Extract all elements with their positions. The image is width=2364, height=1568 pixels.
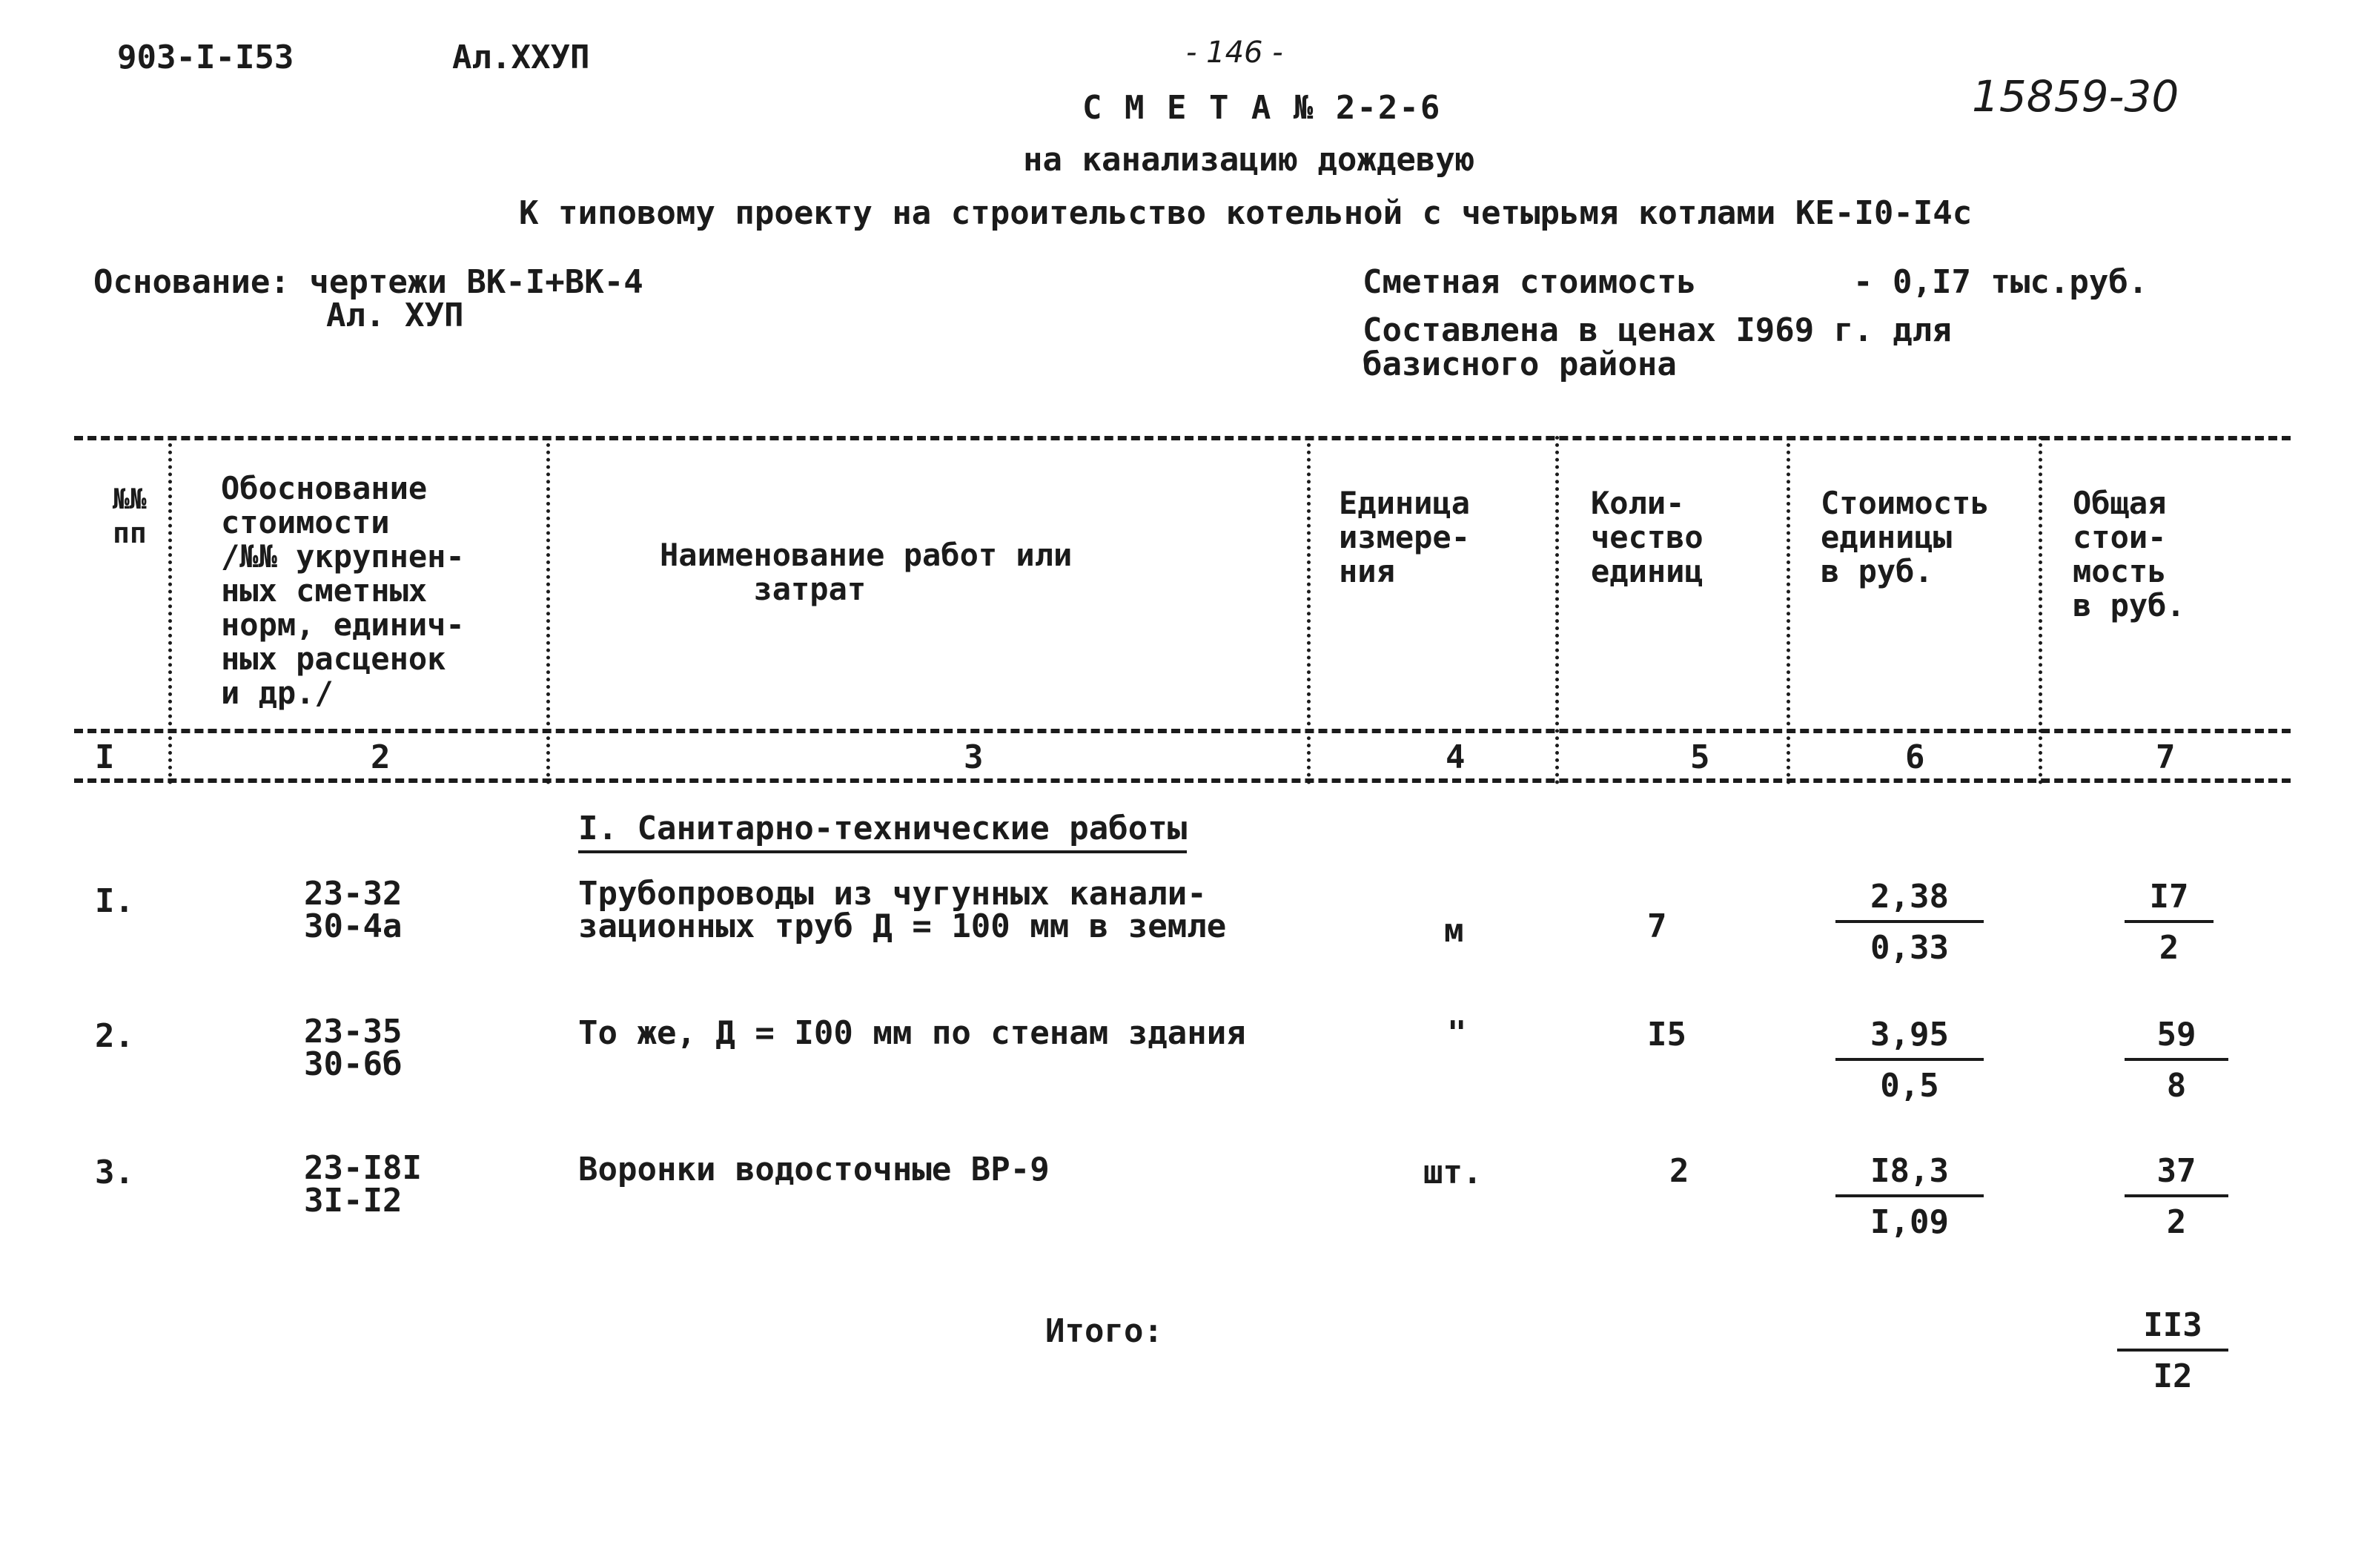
table-header-rule xyxy=(74,729,2291,733)
document-title: С М Е Т А № 2-2-6 xyxy=(1082,89,1442,127)
column-header-1: №№ пп xyxy=(113,483,147,549)
row-3-unit-cost xyxy=(1835,1152,1984,1241)
row-2-name: То же, Д = I00 мм по стенам здания xyxy=(578,1014,1246,1052)
row-1-total xyxy=(2125,878,2214,967)
row-3-name: Воронки водосточные ВР-9 xyxy=(578,1151,1050,1188)
album-label: Ал.ХХУП xyxy=(452,39,590,76)
table-numbers-rule xyxy=(74,778,2291,783)
column-header-3: Наименование работ или затрат xyxy=(660,537,1073,607)
column-header-7: Общая стои- мость в руб. xyxy=(2073,485,2185,623)
section-title-text: I. Санитарно-технические работы xyxy=(578,810,1187,853)
row-1-unit-cost xyxy=(1835,878,1984,967)
table-top-rule xyxy=(74,436,2291,440)
archive-stamp: 15859-30 xyxy=(1972,71,2179,122)
row-1-total-numerator: I7 xyxy=(2125,878,2214,923)
prices-note-line2: базисного района xyxy=(1363,345,1677,383)
row-2-unit-cost xyxy=(1835,1016,1984,1105)
grand-total xyxy=(2117,1306,2228,1395)
column-header-5: Коли- чество единиц xyxy=(1591,485,1704,589)
row-1-basis: 23-32 30-4а xyxy=(304,875,403,945)
column-number-4: 4 xyxy=(1446,738,1466,776)
column-divider-2 xyxy=(546,436,550,784)
row-2-total-denominator: 8 xyxy=(2166,1067,2187,1105)
row-2-unit-cost-denominator: 0,5 xyxy=(1880,1067,1939,1105)
page-number: - 146 - xyxy=(1186,36,1283,70)
project-description: К типовому проекту на строительство котельной с четырьмя котлами КЕ-I0-I4с xyxy=(519,194,1973,232)
row-1-total-denominator: 2 xyxy=(2159,929,2179,967)
column-divider-3 xyxy=(1307,436,1311,784)
column-number-3: 3 xyxy=(964,738,984,776)
row-1-quantity: 7 xyxy=(1647,907,1667,945)
row-2-quantity: I5 xyxy=(1647,1016,1686,1053)
row-3-unit-cost-denominator: I,09 xyxy=(1870,1203,1949,1241)
column-number-5: 5 xyxy=(1690,738,1710,776)
column-header-2: Обоснование стоимости /№№ укрупнен- ных сметных норм, единич- ных расценок и др./ xyxy=(221,470,465,711)
document-code: 903-I-I53 xyxy=(117,39,294,76)
row-3-number: 3. xyxy=(95,1154,134,1191)
section-title xyxy=(578,810,1187,847)
column-divider-6 xyxy=(2039,436,2042,784)
row-3-total-numerator: 37 xyxy=(2125,1152,2228,1197)
row-2-total xyxy=(2125,1016,2228,1105)
column-number-6: 6 xyxy=(1905,738,1925,776)
estimated-cost-label: Сметная стоимость xyxy=(1363,263,1697,301)
basis-album: Ал. ХУП xyxy=(326,297,464,334)
grand-total-denominator: I2 xyxy=(2153,1357,2193,1395)
row-2-total-numerator: 59 xyxy=(2125,1016,2228,1061)
column-number-1: I xyxy=(95,738,115,776)
column-divider-5 xyxy=(1787,436,1790,784)
row-1-unit-cost-numerator: 2,38 xyxy=(1835,878,1984,923)
column-header-4: Единица измере- ния xyxy=(1339,485,1471,589)
grand-total-numerator: II3 xyxy=(2117,1306,2228,1352)
column-number-2: 2 xyxy=(371,738,391,776)
column-divider-1 xyxy=(168,436,172,784)
row-1-number: I. xyxy=(95,882,134,920)
column-header-6: Стоимость единицы в руб. xyxy=(1821,485,1990,589)
total-label: Итого: xyxy=(1045,1312,1163,1350)
row-2-basis: 23-35 30-6б xyxy=(304,1013,403,1083)
row-1-unit: м xyxy=(1444,912,1464,950)
row-2-unit-cost-numerator: 3,95 xyxy=(1835,1016,1984,1061)
row-2-number: 2. xyxy=(95,1017,134,1055)
prices-note-line1: Составлена в ценах I969 г. для xyxy=(1363,311,1952,349)
row-3-unit: шт. xyxy=(1423,1154,1483,1191)
estimated-cost-value: - 0,I7 тыс.руб. xyxy=(1853,263,2148,301)
row-3-basis: 23-I8I 3I-I2 xyxy=(304,1149,422,1220)
row-1-unit-cost-denominator: 0,33 xyxy=(1870,929,1949,967)
row-3-total xyxy=(2125,1152,2228,1241)
row-3-total-denominator: 2 xyxy=(2166,1203,2187,1241)
row-2-unit: " xyxy=(1447,1014,1467,1052)
column-divider-4 xyxy=(1555,436,1559,784)
basis-label: Основание: чертежи ВК-I+ВК-4 xyxy=(93,263,643,301)
column-number-7: 7 xyxy=(2156,738,2176,776)
row-3-unit-cost-numerator: I8,3 xyxy=(1835,1152,1984,1197)
document-subtitle: на канализацию дождевую xyxy=(1023,141,1475,179)
row-1-name: Трубопроводы из чугунных канали- зационных труб Д = 100 мм в земле xyxy=(578,875,1227,945)
row-3-quantity: 2 xyxy=(1669,1152,1689,1190)
